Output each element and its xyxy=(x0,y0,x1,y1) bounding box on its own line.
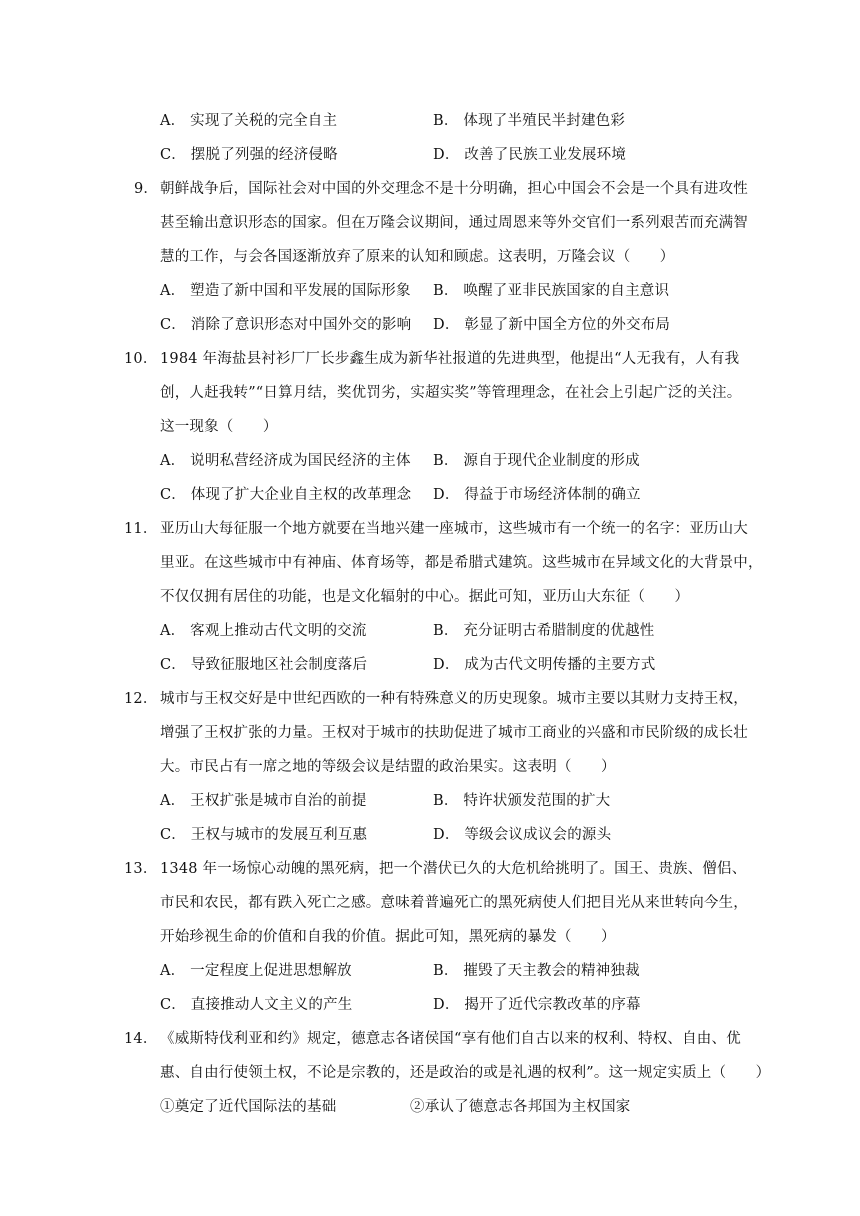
q10-option-a: A． 说明私营经济成为国民经济的主体 xyxy=(160,453,411,469)
q11-stem-line: 不仅仅拥有居住的功能，也是文化辐射的中心。据此可知，亚历山大东征（ ） xyxy=(160,589,690,605)
q11-option-b: B． 充分证明古希腊制度的优越性 xyxy=(433,623,655,639)
q10-option-d: D． 得益于市场经济体制的确立 xyxy=(433,487,641,503)
q12-option-c: C． 王权与城市的发展互利互惠 xyxy=(160,827,368,843)
q13-stem-line: 市民和农民，都有跌入死亡之感。意味着普遍死亡的黑死病使人们把目光从来世转向今生， xyxy=(160,895,748,911)
q13-option-a: A． 一定程度上促进思想解放 xyxy=(160,963,352,979)
q9-stem-line: 甚至输出意识形态的国家。但在万隆会议期间，通过周恩来等外交官们一系列艰苦而充满智 xyxy=(160,215,748,231)
q9-number: 9． xyxy=(134,181,159,197)
q9-option-b: B． 唤醒了亚非民族国家的自主意识 xyxy=(433,283,670,299)
q13-option-c: C． 直接推动人文主义的产生 xyxy=(160,997,353,1013)
q9-stem-line: 慧的工作，与会各国逐渐放弃了原来的认知和顾虑。这表明，万隆会议（ ） xyxy=(160,249,675,265)
q10-stem-line: 1984 年海盐县衬衫厂厂长步鑫生成为新华社报道的先进典型，他提出“人无我有，人有我 xyxy=(160,351,740,367)
q9-option-d: D． 彰显了新中国全方位的外交布局 xyxy=(433,317,671,333)
q11-stem-line: 里亚。在这些城市中有神庙、体育场等，都是希腊式建筑。这些城市在异域文化的大背景中， xyxy=(160,555,763,571)
q10-stem-line: 创，人赶我转”“日算月结，奖优罚劣，实超实奖”等管理理念，在社会上引起广泛的关注。 xyxy=(160,385,742,401)
q14-number: 14． xyxy=(124,1031,158,1047)
q12-number: 12． xyxy=(124,691,158,707)
q10-number: 10． xyxy=(124,351,158,367)
q12-stem-line: 增强了王权扩张的力量。王权对于城市的扶助促进了城市工商业的兴盛和市民阶级的成长壮 xyxy=(160,725,748,741)
q11-option-c: C． 导致征服地区社会制度落后 xyxy=(160,657,368,673)
q9-option-a: A． 塑造了新中国和平发展的国际形象 xyxy=(160,283,411,299)
q8-option-b: B． 体现了半殖民半封建色彩 xyxy=(433,113,626,129)
q10-stem-line: 这一现象（ ） xyxy=(160,419,278,435)
q13-option-b: B． 摧毁了天主教会的精神独裁 xyxy=(433,963,640,979)
q12-option-d: D． 等级会议成议会的源头 xyxy=(433,827,612,843)
q13-number: 13． xyxy=(124,861,158,877)
q11-number: 11． xyxy=(124,521,158,537)
q12-option-b: B． 特许状颁发范围的扩大 xyxy=(433,793,611,809)
q8-option-d: D． 改善了民族工业发展环境 xyxy=(433,147,627,163)
q8-option-c: C． 摆脱了列强的经济侵略 xyxy=(160,147,338,163)
q9-stem-line: 朝鲜战争后，国际社会对中国的外交理念不是十分明确，担心中国会不会是一个具有进攻性 xyxy=(160,181,748,197)
q10-option-c: C． 体现了扩大企业自主权的改革理念 xyxy=(160,487,412,503)
q14-item-2: ②承认了德意志各邦国为主权国家 xyxy=(410,1099,631,1115)
q12-stem-line: 城市与王权交好是中世纪西欧的一种有特殊意义的历史现象。城市主要以其财力支持王权， xyxy=(160,691,748,707)
q13-stem-line: 1348 年一场惊心动魄的黑死病，把一个潜伏已久的大危机给挑明了。国王、贵族、僧侣、 xyxy=(160,861,747,877)
q14-stem-line: 《威斯特伐利亚和约》规定，德意志各诸侯国“享有他们自古以来的权利、特权、自由、优 xyxy=(160,1031,741,1047)
q12-stem-line: 大。市民占有一席之地的等级会议是结盟的政治果实。这表明（ ） xyxy=(160,759,616,775)
q11-option-d: D． 成为古代文明传播的主要方式 xyxy=(433,657,656,673)
q10-option-b: B． 源自于现代企业制度的形成 xyxy=(433,453,640,469)
q8-option-a: A． 实现了关税的完全自主 xyxy=(160,113,338,129)
q13-option-d: D． 揭开了近代宗教改革的序幕 xyxy=(433,997,641,1013)
q14-stem-line: 惠、自由行使领土权，不论是宗教的，还是政治的或是礼遇的权利”。这一规定实质上（ ） xyxy=(160,1065,771,1081)
q12-option-a: A． 王权扩张是城市自治的前提 xyxy=(160,793,367,809)
q13-stem-line: 开始珍视生命的价值和自我的价值。据此可知，黑死病的暴发（ ） xyxy=(160,929,616,945)
q11-option-a: A． 客观上推动古代文明的交流 xyxy=(160,623,367,639)
q11-stem-line: 亚历山大每征服一个地方就要在当地兴建一座城市，这些城市有一个统一的名字：亚历山大 xyxy=(160,521,748,537)
q9-option-c: C． 消除了意识形态对中国外交的影响 xyxy=(160,317,412,333)
q14-item-1: ①奠定了近代国际法的基础 xyxy=(160,1099,337,1115)
